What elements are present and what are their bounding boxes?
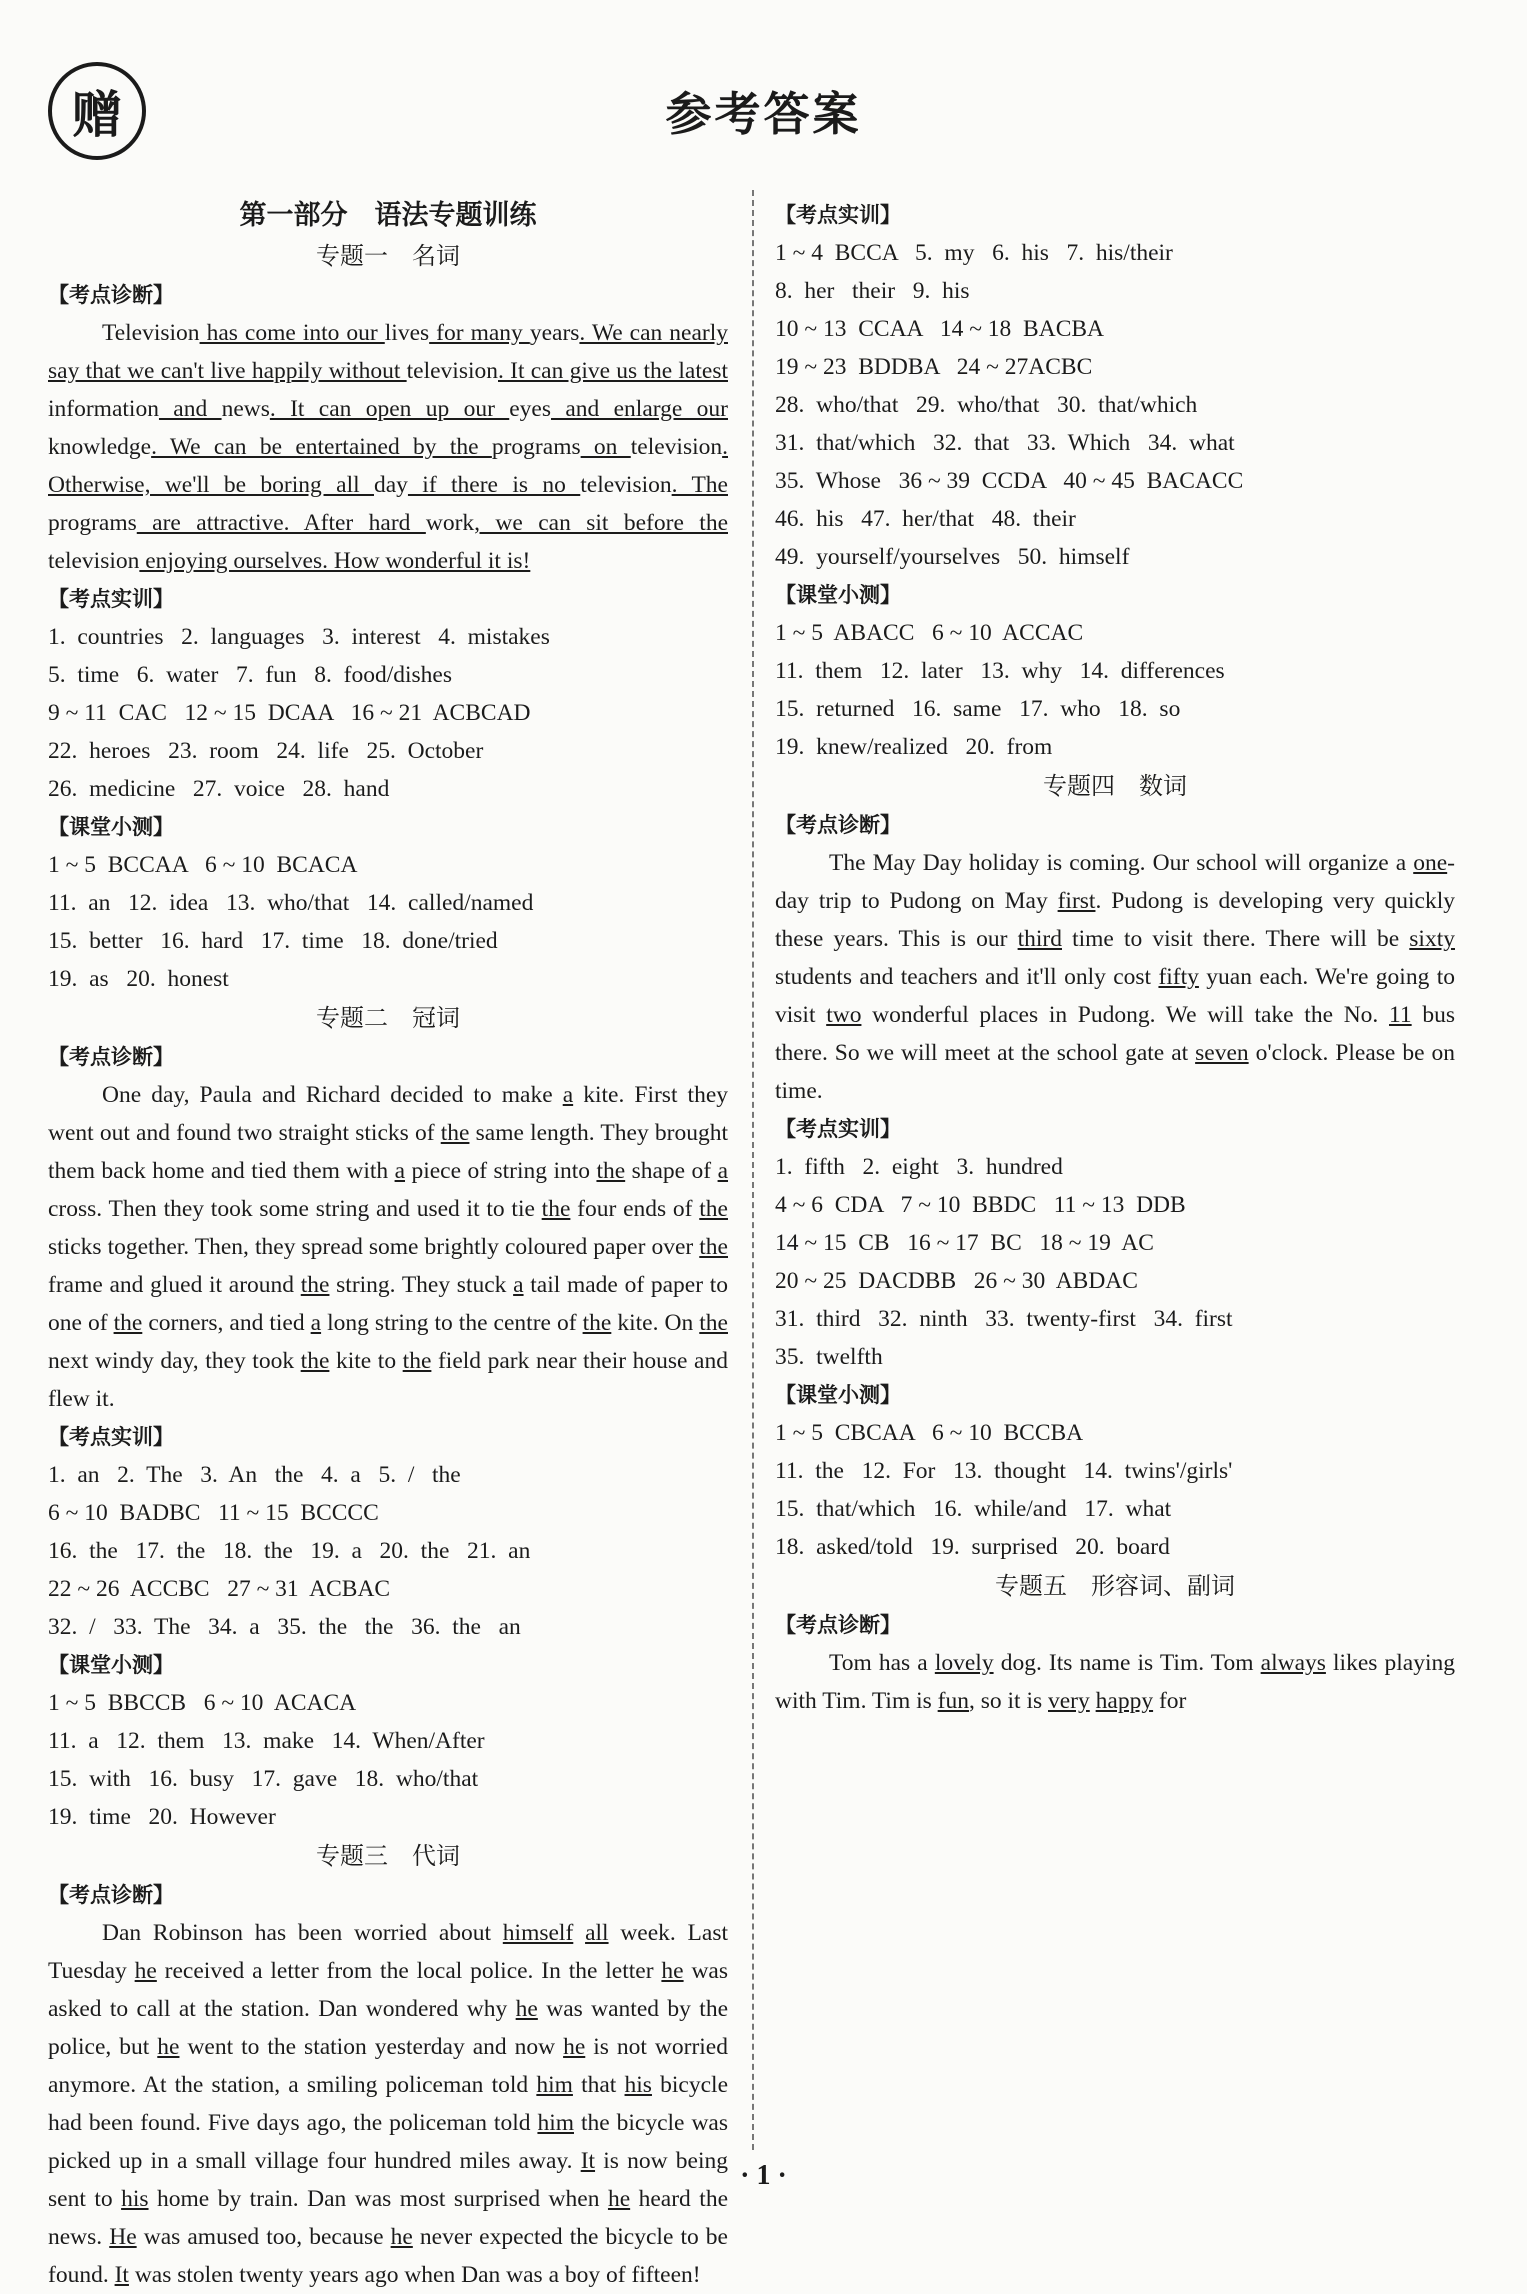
passage-text: information [48, 396, 159, 422]
passage-text: kite. First they went out and found two straight sticks of [48, 1082, 728, 1146]
underlined-word: the [300, 1348, 330, 1374]
answer-line: 15. returned 16. same 17. who 18. so [775, 696, 1181, 722]
t3-diagnosis-label: 【考点诊断】 [48, 1883, 174, 1907]
underlined-word: has come into our [199, 320, 385, 346]
passage-text: long string to the centre of [321, 1310, 583, 1336]
passage-text: television [406, 358, 498, 384]
passage-text: is now being sent to [48, 2148, 728, 2212]
answer-line: 49. yourself/yourselves 50. himself [775, 544, 1130, 570]
underlined-word: his [121, 2186, 149, 2212]
passage-text: Television [102, 320, 200, 346]
t3-quiz-label: 【课堂小测】 [775, 583, 901, 607]
answer-line: 11. the 12. For 13. thought 14. twins'/girls' [775, 1458, 1233, 1484]
answer-line: 11. an 12. idea 13. who/that 14. called/named [48, 890, 534, 916]
underlined-word: the [113, 1310, 143, 1336]
answer-line: 31. that/which 32. that 33. Which 34. what [775, 430, 1235, 456]
passage-text: frame and glued it around [48, 1272, 301, 1298]
passage-text: Tom has a [829, 1650, 935, 1676]
underlined-word: . We can nearly say that we can't live happily without [48, 320, 728, 384]
underlined-word: a [394, 1158, 406, 1184]
passage-text: never expected the bicycle to be found. [48, 2224, 728, 2288]
passage-text: One day, Paula and Richard decided to make [102, 1082, 563, 1108]
passage-text: bicycle had been found. Five days ago, the policeman told [48, 2072, 728, 2136]
passage-text: television [580, 472, 672, 498]
passage-text: tail made of paper to one of [48, 1272, 728, 1336]
t5-passage [775, 1644, 1455, 1720]
passage-text: string. They stuck [329, 1272, 514, 1298]
passage-text: was asked to call at the station. Dan wondered why [48, 1958, 728, 2022]
answer-line: 32. / 33. The 34. a 35. the the 36. the an [48, 1614, 521, 1640]
t3-passage [48, 1914, 728, 2294]
t2-quiz-label: 【课堂小测】 [48, 1653, 174, 1677]
answer-line: 8. her their 9. his [775, 278, 970, 304]
passage-text: cross. Then they took some string and used it to tie [48, 1196, 542, 1222]
passage-text: -day trip to Pudong on May [775, 850, 1455, 914]
passage-text: same length. They brought them back home and tied them with [48, 1120, 728, 1184]
answer-line: 14 ~ 15 CB 16 ~ 17 BC 18 ~ 19 AC [775, 1230, 1154, 1256]
underlined-word: It [580, 2148, 596, 2174]
answer-line: 35. twelfth [775, 1344, 883, 1370]
passage-text: kite to [329, 1348, 403, 1374]
passage-text: work [425, 510, 475, 536]
t1-quiz-answers [48, 846, 728, 998]
t2-practice-label: 【考点实训】 [48, 1425, 174, 1449]
part-title: 第一部分 语法专题训练 [239, 200, 537, 231]
left-column [48, 196, 728, 2294]
passage-text: was stolen twenty years ago when Dan was a boy of fifteen! [128, 2262, 701, 2288]
answer-line: 19. knew/realized 20. from [775, 734, 1053, 760]
underlined-word: one [1413, 850, 1448, 876]
underlined-word: two [826, 1002, 862, 1028]
underlined-word: fifty [1158, 964, 1199, 990]
passage-text: , so it is [968, 1688, 1048, 1714]
underlined-word: the [699, 1310, 728, 1336]
passage-text: for [1153, 1688, 1187, 1714]
page-number: · 1 · [740, 2160, 787, 2191]
answer-line: 22 ~ 26 ACCBC 27 ~ 31 ACBAC [48, 1576, 391, 1602]
passage-text: received a letter from the local police. In the letter [156, 1958, 662, 1984]
answer-line: 15. that/which 16. while/and 17. what [775, 1496, 1172, 1522]
t4-passage [775, 844, 1455, 1110]
passage-text: The May Day holiday is coming. Our school will organize a [829, 850, 1414, 876]
underlined-word: . It can open up our [269, 396, 510, 422]
underlined-word: enjoying ourselves. How wonderful it is! [139, 548, 531, 574]
passage-text: programs [491, 434, 581, 460]
t2-quiz-answers [48, 1684, 728, 1836]
underlined-word: he [607, 2186, 631, 2212]
passage-text: television [48, 548, 140, 574]
underlined-word: on [580, 434, 631, 460]
passage-text: students and teachers and it'll only cost [775, 964, 1159, 990]
underlined-word: him [536, 2072, 573, 2098]
answer-line: 1 ~ 5 BCCAA 6 ~ 10 BCACA [48, 852, 358, 878]
answer-line: 6 ~ 10 BADBC 11 ~ 15 BCCCC [48, 1500, 379, 1526]
underlined-word: happy [1095, 1688, 1154, 1714]
underlined-word: and enlarge our [551, 396, 728, 422]
underlined-word: a [717, 1158, 729, 1184]
passage-text: next windy day, they took [48, 1348, 301, 1374]
answer-line: 1 ~ 5 BBCCB 6 ~ 10 ACACA [48, 1690, 357, 1716]
t1-diagnosis-label: 【考点诊断】 [48, 283, 174, 307]
answer-line: 46. his 47. her/that 48. their [775, 506, 1076, 532]
answer-line: 22. heroes 23. room 24. life 25. October [48, 738, 484, 764]
passage-text: four ends of [570, 1196, 700, 1222]
underlined-word: fun [937, 1688, 969, 1714]
underlined-word: he [515, 1996, 538, 2022]
t3-quiz-answers [775, 614, 1455, 766]
t1-practice-answers [48, 618, 728, 808]
t2-practice-answers [48, 1456, 728, 1646]
topic-2-title: 专题二 冠词 [316, 1004, 460, 1032]
passage-text: programs [48, 510, 137, 536]
gift-badge-icon: 赠 [48, 62, 146, 160]
answer-line: 1 ~ 5 CBCAA 6 ~ 10 BCCBA [775, 1420, 1084, 1446]
underlined-word: the [440, 1120, 470, 1146]
answer-line: 1 ~ 4 BCCA 5. my 6. his 7. his/their [775, 240, 1173, 266]
underlined-word: he [563, 2034, 586, 2060]
passage-text: kite. On [611, 1310, 700, 1336]
topic-5-title: 专题五 形容词、副词 [995, 1572, 1235, 1600]
underlined-word: for many [429, 320, 530, 346]
passage-text: lives [384, 320, 430, 346]
passage-text: news [221, 396, 270, 422]
underlined-word: he [134, 1958, 157, 1984]
underlined-word: all [585, 1920, 609, 1946]
passage-text: piece of string into [405, 1158, 597, 1184]
topic-3-title: 专题三 代词 [316, 1842, 460, 1870]
underlined-word: he [157, 2034, 180, 2060]
underlined-word: his [624, 2072, 652, 2098]
right-column [775, 196, 1455, 1720]
t4-diagnosis-label: 【考点诊断】 [775, 813, 901, 837]
underlined-word: , we can sit before the [474, 510, 728, 536]
answer-line: 10 ~ 13 CCAA 14 ~ 18 BACBA [775, 316, 1105, 342]
t5-diagnosis-label: 【考点诊断】 [775, 1613, 901, 1637]
column-divider [752, 190, 754, 2150]
underlined-word: the [300, 1272, 330, 1298]
answer-line: 26. medicine 27. voice 28. hand [48, 776, 390, 802]
passage-text: years [529, 320, 580, 346]
passage-text: likes playing with Tim. Tim is [775, 1650, 1455, 1714]
passage-text: day [374, 472, 408, 498]
t1-practice-label: 【考点实训】 [48, 587, 174, 611]
topic-4-title: 专题四 数词 [1043, 772, 1187, 800]
page-title: 参考答案 [665, 87, 862, 141]
answer-line: 1. fifth 2. eight 3. hundred [775, 1154, 1063, 1180]
answer-line: 15. better 16. hard 17. time 18. done/tried [48, 928, 498, 954]
answer-line: 5. time 6. water 7. fun 8. food/dishes [48, 662, 453, 688]
underlined-word: the [596, 1158, 626, 1184]
underlined-word: himself [502, 1920, 574, 1946]
t2-passage [48, 1076, 728, 1418]
t2-diagnosis-label: 【考点诊断】 [48, 1045, 174, 1069]
underlined-word: he [661, 1958, 684, 1984]
underlined-word: always [1260, 1650, 1326, 1676]
t3-practice-answers [775, 234, 1455, 576]
underlined-word: 11 [1389, 1002, 1412, 1028]
underlined-word: . Otherwise, we'll be boring all [48, 434, 728, 498]
t4-practice-label: 【考点实训】 [775, 1117, 901, 1141]
answer-line: 4 ~ 6 CDA 7 ~ 10 BBDC 11 ~ 13 DDB [775, 1192, 1186, 1218]
underlined-word: he [390, 2224, 413, 2250]
passage-text: yuan each. We're going to visit [775, 964, 1455, 1028]
underlined-word: first [1057, 888, 1096, 914]
passage-text [573, 1920, 585, 1946]
underlined-word: the [699, 1196, 728, 1222]
underlined-word: the [582, 1310, 612, 1336]
answer-line: 19 ~ 23 BDDBA 24 ~ 27ACBC [775, 354, 1093, 380]
answer-line: 16. the 17. the 18. the 19. a 20. the 21. an [48, 1538, 531, 1564]
passage-text: week. Last Tuesday [48, 1920, 728, 1984]
answer-line: 31. third 32. ninth 33. twenty-first 34. first [775, 1306, 1233, 1332]
underlined-word: the [402, 1348, 432, 1374]
t4-practice-answers [775, 1148, 1455, 1376]
underlined-word: a [562, 1082, 574, 1108]
underlined-word: seven [1195, 1040, 1249, 1066]
answer-line: 1 ~ 5 ABACC 6 ~ 10 ACCAC [775, 620, 1084, 646]
answer-line: 11. a 12. them 13. make 14. When/After [48, 1728, 485, 1754]
answer-line: 9 ~ 11 CAC 12 ~ 15 DCAA 16 ~ 21 ACBCAD [48, 700, 531, 726]
answer-line: 19. as 20. honest [48, 966, 229, 992]
answer-line: 28. who/that 29. who/that 30. that/which [775, 392, 1198, 418]
answer-line: 1. an 2. The 3. An the 4. a 5. / the [48, 1462, 461, 1488]
t1-quiz-label: 【课堂小测】 [48, 815, 174, 839]
passage-text: eyes [509, 396, 551, 422]
underlined-word: a [513, 1272, 524, 1298]
underlined-word: . The [671, 472, 728, 498]
passage-text: wonderful places in Pudong. We will take the No. [861, 1002, 1389, 1028]
t4-quiz-label: 【课堂小测】 [775, 1383, 901, 1407]
passage-text: is not worried anymore. At the station, a smiling policeman told [48, 2034, 728, 2098]
answer-line: 20 ~ 25 DACDBB 26 ~ 30 ABDAC [775, 1268, 1138, 1294]
passage-text: was wanted by the police, but [48, 1996, 728, 2060]
answer-line: 19. time 20. However [48, 1804, 276, 1830]
t1-passage [48, 314, 728, 580]
underlined-word: . It can give us the latest [498, 358, 728, 384]
passage-text: went to the station yesterday and now [179, 2034, 564, 2060]
passage-text: corners, and tied [142, 1310, 311, 1336]
passage-text: television [630, 434, 723, 460]
passage-text: time to visit there. There will be [1062, 926, 1410, 952]
passage-text: bus there. So we will meet at the school gate at [775, 1002, 1455, 1066]
underlined-word: the [541, 1196, 571, 1222]
underlined-word: the [699, 1234, 728, 1260]
answer-line: 15. with 16. busy 17. gave 18. who/that [48, 1766, 479, 1792]
underlined-word: lovely [934, 1650, 994, 1676]
passage-text: the bicycle was picked up in a small village four hundred miles away. [48, 2110, 728, 2174]
underlined-word: It [114, 2262, 129, 2288]
passage-text: knowledge [48, 434, 152, 460]
underlined-word: sixty [1409, 926, 1455, 952]
underlined-word: if there is no [407, 472, 581, 498]
underlined-word: third [1017, 926, 1062, 952]
passage-text: was amused too, because [136, 2224, 391, 2250]
underlined-word: are attractive. After hard [136, 510, 426, 536]
passage-text: dog. Its name is Tim. Tom [993, 1650, 1261, 1676]
underlined-word: him [537, 2110, 574, 2136]
passage-text: heard the news. [48, 2186, 728, 2250]
passage-text: sticks together. Then, they spread some brightly coloured paper over [48, 1234, 700, 1260]
passage-text: home by train. Dan was most surprised when [148, 2186, 608, 2212]
underlined-word: and [158, 396, 222, 422]
underlined-word: very [1048, 1688, 1090, 1714]
t3-practice-label: 【考点实训】 [775, 203, 901, 227]
answer-line: 35. Whose 36 ~ 39 CCDA 40 ~ 45 BACACC [775, 468, 1244, 494]
passage-text: that [572, 2072, 625, 2098]
underlined-word: He [109, 2224, 137, 2250]
t4-quiz-answers [775, 1414, 1455, 1566]
answer-line: 11. them 12. later 13. why 14. differences [775, 658, 1225, 684]
passage-text: Dan Robinson has been worried about [102, 1920, 503, 1946]
answer-line: 18. asked/told 19. surprised 20. board [775, 1534, 1170, 1560]
underlined-word: . We can be entertained by the [151, 434, 492, 460]
underlined-word: a [310, 1310, 322, 1336]
passage-text: field park near their house and flew it. [48, 1348, 728, 1412]
answer-line: 1. countries 2. languages 3. interest 4. mistakes [48, 624, 550, 650]
passage-text: o'clock. Please be on time. [775, 1040, 1455, 1104]
topic-1-title: 专题一 名词 [316, 242, 460, 270]
passage-text: . Pudong is developing very quickly these years. This is our [775, 888, 1455, 952]
passage-text: shape of [625, 1158, 718, 1184]
